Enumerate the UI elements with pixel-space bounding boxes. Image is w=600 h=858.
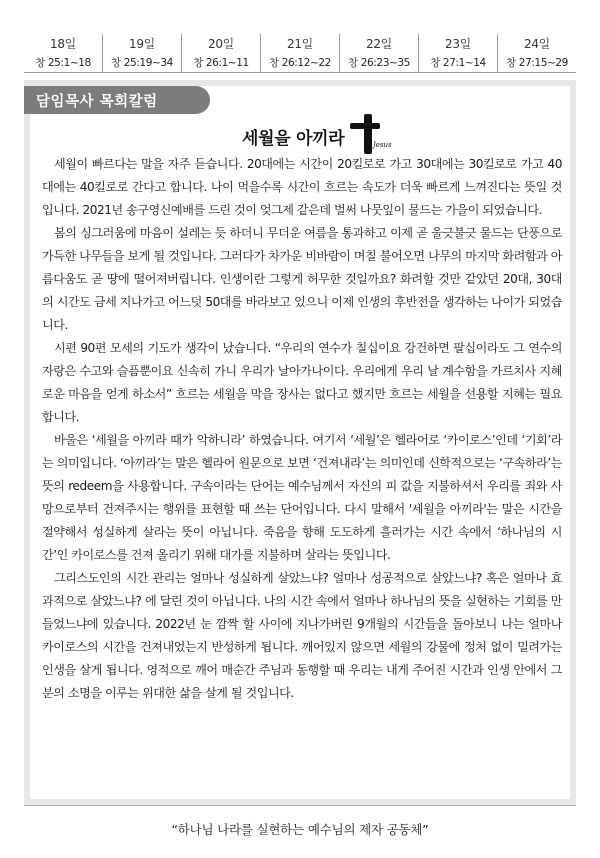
schedule-day (181, 34, 260, 72)
schedule-date: 21일 (287, 37, 313, 51)
schedule-date: 24일 (524, 37, 550, 51)
cross-icon (347, 112, 392, 156)
schedule-divider (24, 72, 576, 73)
column-body (42, 153, 562, 705)
schedule-reference: 창 26:1~11 (193, 57, 249, 69)
schedule-date: 22일 (366, 37, 392, 51)
schedule-reference: 창 25:19~34 (111, 57, 173, 69)
column-header-tab (24, 86, 210, 114)
schedule-reference: 창 26:23~35 (348, 57, 410, 69)
church-motto: “하나님 나라를 실현하는 예수님의 제자 공동체” (171, 822, 429, 837)
schedule-date: 20일 (208, 37, 234, 51)
column-paragraph: 봄의 싱그러움에 마음이 설레는 듯 하더니 무더운 여름을 통과하고 이제 곧 울긋불긋 물드는 단풍으로 가득한 나무들을 보게 될 것입니다. 그러다가 차가운 비바람이 며칠 불어오면 나무의 마지막 화려함과 아름다움도 곧 땅에 떨어져버립니다. 인생이란 그렇게 허무한 것일까요? 화려할 것만 같았던 20대, 30대의 시간도 금세 지나가고 어느덧 50대를 바라보고 있으니 이제 인생의 후반전을 생각하는 나이가 되었습니다. (42, 226, 562, 332)
reading-schedule (24, 34, 576, 72)
schedule-day (260, 34, 339, 72)
schedule-reference: 창 25:1~18 (35, 57, 91, 69)
column-paragraph: 그리스도인의 시간 관리는 얼마나 성실하게 살았느냐? 얼마나 성공적으로 살았느냐? 혹은 얼마나 효과적으로 살았느냐? 에 달린 것이 아닙니다. 나의 시간 속에서 얼마나 하나님의 뜻을 실현하는 기회를 만들었느냐에 있습니다. 2022년 눈 깜짝 할 사이에 지나가버린 9개월의 시간들을 돌아보니 나는 얼마나 카이로스의 시간을 건져내었는지 반성하게 됩니다. 깨어있지 않으면 세월의 강물에 정처 없이 밀려가는 인생을 살게 됩니다. 영적으로 깨어 매순간 주님과 동행할 때 우리는 내게 주어진 시간과 인생 안에서 그분의 소명을 이루는 위대한 삶을 살게 될 것입니다. (42, 571, 562, 700)
schedule-day (497, 34, 576, 72)
schedule-date: 19일 (129, 37, 155, 51)
footer-divider (24, 805, 576, 806)
cross-caption: Jesus (373, 141, 392, 149)
schedule-reference: 창 27:15~29 (506, 57, 568, 69)
schedule-day (24, 34, 102, 72)
column-paragraph: 시편 90편 모세의 기도가 생각이 났습니다. “우리의 연수가 칠십이요 강건하면 팔십이라도 그 연수의 자랑은 수고와 슬픔뿐이요 신속히 가니 우리가 날아가나이다. 우리에게 우리 날 계수함을 가르치사 지혜로운 마음을 얻게 하소서” 흐르는 세월을 막을 장사는 없다고 했지만 흐르는 세월을 선용할 지혜는 필요합니다. (42, 341, 562, 424)
schedule-reference: 창 26:12~22 (269, 57, 331, 69)
column-paragraph: 바울은 ‘세월을 아끼라 때가 악하니라’ 하였습니다. 여기서 ‘세월’은 헬라어로 ‘카이로스’인데 ‘기회’라는 의미입니다. ‘아끼라’는 말은 헬라어 원문으로 보면 ‘건져내라’는 의미인데 신학적으로는 ‘구속하라’는 뜻의 redeem을 사용합니다. 구속이라는 단어는 예수님께서 자신의 피 값을 지불하셔서 우리를 죄와 사망으로부터 건져주시는 행위를 표현할 때 쓰는 단어입니다. 다시 말해서 '세월을 아끼라'는 말은 시간을 절약해서 성실하게 살라는 뜻이 아닙니다. 죽음을 향해 도도하게 흘러가는 시간 속에서 ‘하나님의 시간’인 카이로스를 건져 올리기 위해 대가를 지불하며 살라는 뜻입니다. (42, 433, 562, 562)
schedule-reference: 창 27:1~14 (430, 57, 486, 69)
schedule-day (102, 34, 181, 72)
column-paragraph: 세월이 빠르다는 말을 자주 듣습니다. 20대에는 시간이 20킬로로 가고 30대에는 30킬로로 가고 40대에는 40킬로로 간다고 합니다. 나이 먹을수록 시간이 흐르는 속도가 더욱 빠르게 느껴진다는 뜻일 것입니다. 2021년 송구영신예배를 드린 것이 엊그제 같은데 벌써 나뭇잎이 물드는 가을이 되었습니다. (42, 157, 562, 217)
schedule-day (339, 34, 418, 72)
schedule-day (418, 34, 497, 72)
schedule-date: 23일 (445, 37, 471, 51)
column-header-label: 담임목사 목회칼럼 (36, 93, 158, 110)
column-title: 세월을 아끼라 (242, 129, 345, 149)
schedule-date: 18일 (50, 37, 76, 51)
